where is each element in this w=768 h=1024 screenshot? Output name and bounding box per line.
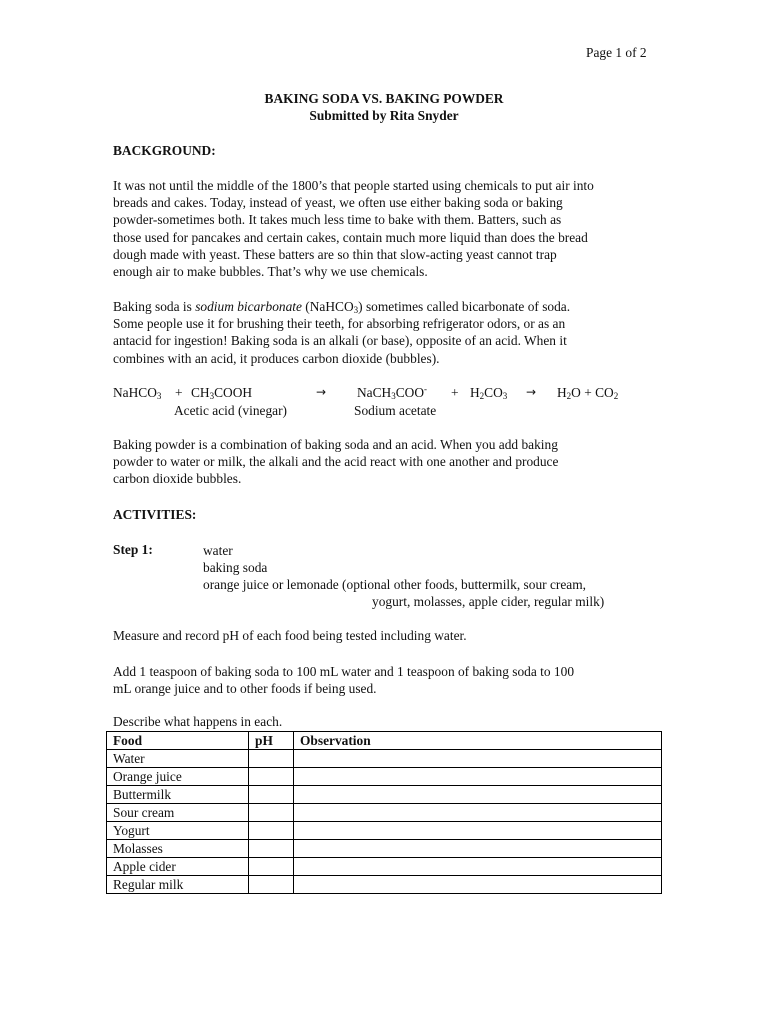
ph-cell[interactable] bbox=[249, 804, 294, 822]
ph-cell[interactable] bbox=[249, 750, 294, 768]
reaction-arrow-icon: → bbox=[526, 385, 537, 399]
text-span: ) sometimes called bicarbonate of soda. bbox=[358, 299, 571, 314]
background-paragraph-2 bbox=[113, 298, 673, 367]
measure-instruction: Measure and record pH of each food being tested including water. bbox=[113, 628, 467, 643]
materials-list bbox=[203, 542, 643, 594]
table-row bbox=[107, 858, 662, 876]
page-number: Page 1 of 2 bbox=[586, 45, 647, 60]
food-cell: Sour cream bbox=[107, 804, 249, 822]
reaction-arrow-icon: → bbox=[316, 385, 327, 399]
text-line: Baking powder is a combination of baking soda and an acid. When you add baking bbox=[113, 437, 558, 452]
subscript: 3 bbox=[353, 305, 359, 315]
equation-reactant-2: $CH_3COOH$ bbox=[191, 385, 253, 401]
equation-label-acetic-acid: Acetic acid (vinegar) bbox=[174, 403, 288, 418]
text-line: enough air to make bubbles. That’s why we use chemicals. bbox=[113, 264, 428, 280]
text-line: Add 1 teaspoon of baking soda to 100 mL water and 1 teaspoon of baking soda to 100 bbox=[113, 664, 575, 679]
list-item: baking soda bbox=[203, 560, 268, 576]
observation-cell[interactable] bbox=[294, 750, 662, 768]
text-line: those used for pancakes and certain cakes, contain much more liquid than does the bread bbox=[113, 229, 588, 245]
text-line: antacid for ingestion! Baking soda is an alkali (or base), opposite of an acid. When it bbox=[113, 333, 567, 349]
add-instruction bbox=[113, 663, 673, 697]
observation-cell[interactable] bbox=[294, 822, 662, 840]
equation-plus-2: + bbox=[451, 385, 459, 400]
document-author: Submitted by Rita Snyder bbox=[309, 108, 459, 123]
column-header-ph: pH bbox=[249, 732, 294, 750]
text-span: (NaHCO bbox=[301, 299, 354, 314]
describe-instruction: Describe what happens in each. bbox=[113, 714, 283, 729]
text-line: Some people use it for brushing their teeth, for absorbing refrigerator odors, or as an bbox=[113, 316, 566, 332]
equation-reactant-1: NaHCO$_3$ bbox=[113, 385, 162, 401]
column-header-food: Food bbox=[107, 732, 249, 750]
ph-cell[interactable] bbox=[249, 858, 294, 876]
list-item: water bbox=[203, 543, 233, 558]
table-header-row bbox=[107, 732, 662, 750]
food-cell: Water bbox=[107, 750, 249, 768]
observation-cell[interactable] bbox=[294, 876, 662, 894]
table-row bbox=[107, 750, 662, 768]
equation-product-2: $H_2CO_3$ bbox=[470, 385, 508, 401]
ph-cell[interactable] bbox=[249, 786, 294, 804]
observation-cell[interactable] bbox=[294, 804, 662, 822]
observation-table bbox=[106, 731, 662, 894]
food-cell: Buttermilk bbox=[107, 786, 249, 804]
equation-product-3: $H_2O + CO_2$ bbox=[557, 385, 619, 401]
table-row bbox=[107, 768, 662, 786]
food-cell: Orange juice bbox=[107, 768, 249, 786]
text-line: dough made with yeast. These batters are so thin that slow-acting yeast cannot trap bbox=[113, 246, 557, 262]
activities-heading: ACTIVITIES: bbox=[113, 507, 197, 522]
text-line: breads and cakes. Today, instead of yeast, we often use either baking soda or baking bbox=[113, 195, 563, 211]
ph-cell[interactable] bbox=[249, 840, 294, 858]
column-header-observation: Observation bbox=[294, 732, 662, 750]
table-row bbox=[107, 840, 662, 858]
table-row bbox=[107, 822, 662, 840]
food-cell: Yogurt bbox=[107, 822, 249, 840]
background-paragraph-1 bbox=[113, 177, 673, 280]
background-paragraph-3 bbox=[113, 436, 673, 488]
ph-cell[interactable] bbox=[249, 768, 294, 786]
observation-cell[interactable] bbox=[294, 768, 662, 786]
table-row bbox=[107, 876, 662, 894]
document-title: BAKING SODA VS. BAKING POWDER bbox=[264, 91, 504, 106]
background-heading: BACKGROUND: bbox=[113, 143, 216, 158]
observation-cell[interactable] bbox=[294, 786, 662, 804]
ph-cell[interactable] bbox=[249, 822, 294, 840]
italic-term: sodium bicarbonate bbox=[195, 299, 302, 314]
observation-cell[interactable] bbox=[294, 858, 662, 876]
ph-cell[interactable] bbox=[249, 876, 294, 894]
text-line: powder-sometimes both. It takes much less time to bake with them. Batters, such as bbox=[113, 212, 562, 228]
text-line: powder to water or milk, the alkali and the acid react with one another and produce bbox=[113, 454, 559, 470]
table-row bbox=[107, 786, 662, 804]
text-line: carbon dioxide bubbles. bbox=[113, 471, 242, 487]
list-item: orange juice or lemonade (optional other foods, buttermilk, sour cream, bbox=[203, 577, 586, 593]
observation-cell[interactable] bbox=[294, 840, 662, 858]
equation-label-sodium-acetate: Sodium acetate bbox=[354, 403, 437, 418]
text-span: Baking soda is bbox=[113, 299, 196, 314]
text-line bbox=[113, 298, 673, 315]
step-1-label: Step 1: bbox=[113, 542, 153, 557]
food-cell: Regular milk bbox=[107, 876, 249, 894]
materials-list-continued: yogurt, molasses, apple cider, regular milk) bbox=[372, 594, 605, 609]
table-row bbox=[107, 804, 662, 822]
text-line: combines with an acid, it produces carbon dioxide (bubbles). bbox=[113, 350, 440, 366]
text-line: It was not until the middle of the 1800’s that people started using chemicals to put air into bbox=[113, 178, 594, 193]
equation-product-1: NaCH$_3$COO- bbox=[357, 384, 427, 401]
equation-plus-1: + bbox=[175, 385, 183, 400]
food-cell: Molasses bbox=[107, 840, 249, 858]
text-line: mL orange juice and to other foods if being used. bbox=[113, 681, 377, 697]
food-cell: Apple cider bbox=[107, 858, 249, 876]
